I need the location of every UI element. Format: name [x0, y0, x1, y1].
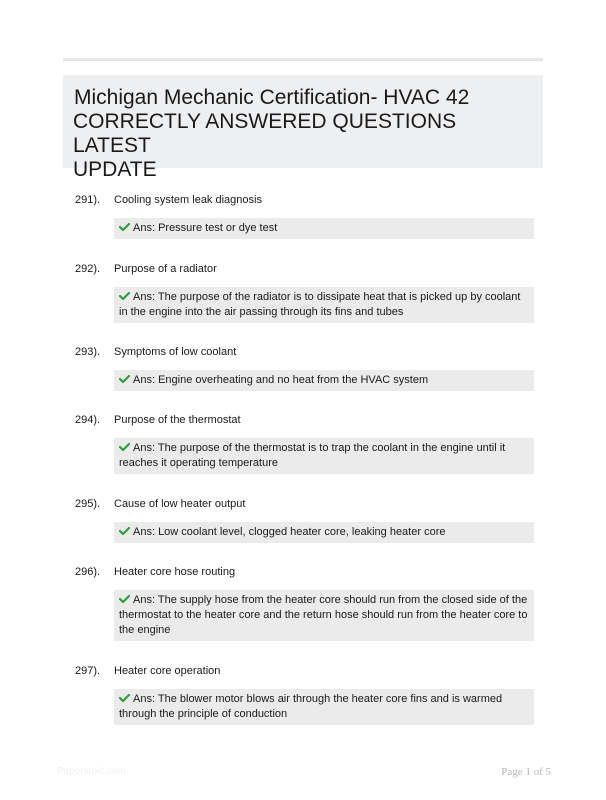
check-icon [119, 527, 130, 535]
answer-text: Ans: Engine overheating and no heat from the HVAC system [133, 374, 429, 386]
question-number: 295). [75, 498, 101, 510]
question-text: Symptoms of low coolant [114, 346, 237, 358]
question-number: 292). [75, 263, 101, 275]
title-line-2: CORRECTLY ANSWERED QUESTIONS LATEST [73, 110, 457, 157]
title-line-3: UPDATE [73, 158, 157, 181]
answer-box [114, 689, 534, 725]
top-divider [63, 58, 543, 61]
question-number: 293). [75, 346, 101, 358]
check-icon [119, 375, 130, 383]
question-text: Purpose of a radiator [114, 263, 217, 275]
title-line-1: Michigan Mechanic Certification- HVAC 42 [74, 86, 470, 109]
answer-text: Ans: Low coolant level, clogged heater core, leaking heater core [133, 526, 446, 538]
check-icon [119, 595, 130, 603]
answer-text: Ans: Pressure test or dye test [133, 222, 278, 234]
answer-text: Ans: The supply hose from the heater core should run from the closed side of the thermostat to the heater core and the return hose should run from the heater core to the engine [119, 594, 528, 636]
watermark: Paperstoic.com [57, 766, 126, 777]
answer-box [114, 287, 534, 323]
question-text: Heater core operation [114, 665, 221, 677]
question-number: 296). [75, 566, 101, 578]
answer-text: Ans: The blower motor blows air through the heater core fins and is warmed through the principle of conduction [119, 693, 503, 720]
document-title [73, 86, 533, 182]
check-icon [119, 292, 130, 300]
answer-text: Ans: The purpose of the thermostat is to trap the coolant in the engine until it reaches it operating temperature [119, 442, 506, 469]
answer-box [114, 522, 534, 543]
question-text: Cooling system leak diagnosis [114, 194, 262, 206]
answer-box [114, 370, 534, 391]
page-number: Page 1 of 5 [501, 766, 551, 778]
question-text: Purpose of the thermostat [114, 414, 241, 426]
check-icon [119, 694, 130, 702]
question-number: 291). [75, 194, 101, 206]
answer-box [114, 438, 534, 474]
question-text: Heater core hose routing [114, 566, 236, 578]
question-number: 294). [75, 414, 101, 426]
check-icon [119, 443, 130, 451]
question-text: Cause of low heater output [114, 498, 246, 510]
check-icon [119, 223, 130, 231]
question-number: 297). [75, 665, 101, 677]
answer-box [114, 218, 534, 239]
answer-box [114, 590, 534, 641]
title-banner [63, 75, 543, 181]
answer-text: Ans: The purpose of the radiator is to dissipate heat that is picked up by coolant in the engine into the air passing through its fins and tubes [119, 291, 521, 318]
